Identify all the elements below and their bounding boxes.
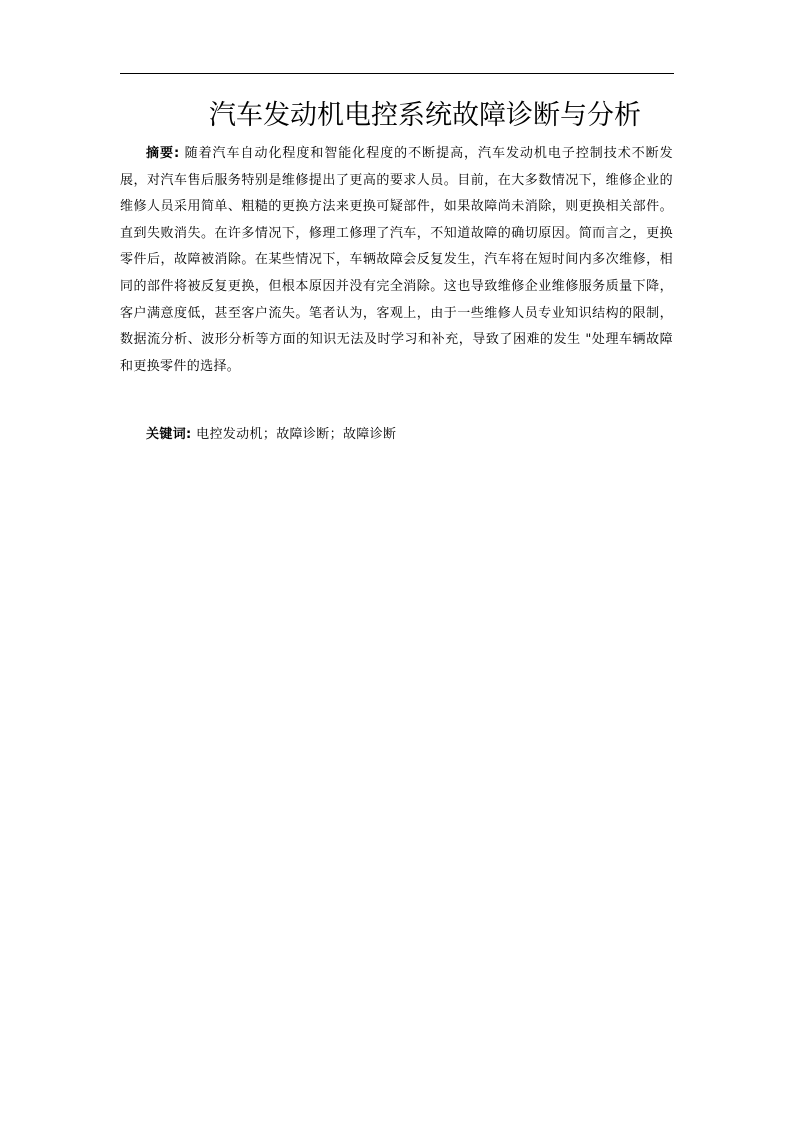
abstract-label: 摘要: xyxy=(146,146,180,161)
header-rule xyxy=(120,73,674,74)
abstract-text: 随着汽车自动化程度和智能化程度的不断提高，汽车发动机电子控制技术不断发展，对汽车售后服务特别是维修提出了更高的要求人员。目前，在大多数情况下，维修企业的维修人员采用简单、粗糙的更换方法来更换可疑部件，如果故障尚未消除，则更换相关部件。直到失败消失。在许多情况下，修理工修理了汽车，不知道故障的确切原因。简而言之，更换零件后，故障被消除。在某些情况下，车辆故障会反复发生，汽车将在短时间内多次维修，相同的部件将被反复更换，但根本原因并没有完全消除。这也导致维修企业维修服务质量下降，客户满意度低，甚至客户流失。笔者认为，客观上，由于一些维修人员专业知识结构的限制，数据流分析、波形分析等方面的知识无法及时学习和补充，导致了困难的发生 "处理车辆故障和更换零件的选择。 xyxy=(120,146,673,374)
page-title: 汽车发动机电控系统故障诊断与分析 xyxy=(209,100,641,131)
keywords-label: 关键词: xyxy=(146,427,192,442)
keywords-text: 电控发动机；故障诊断；故障诊断 xyxy=(196,427,397,442)
abstract-paragraph xyxy=(120,141,673,380)
keywords-paragraph xyxy=(120,422,673,448)
